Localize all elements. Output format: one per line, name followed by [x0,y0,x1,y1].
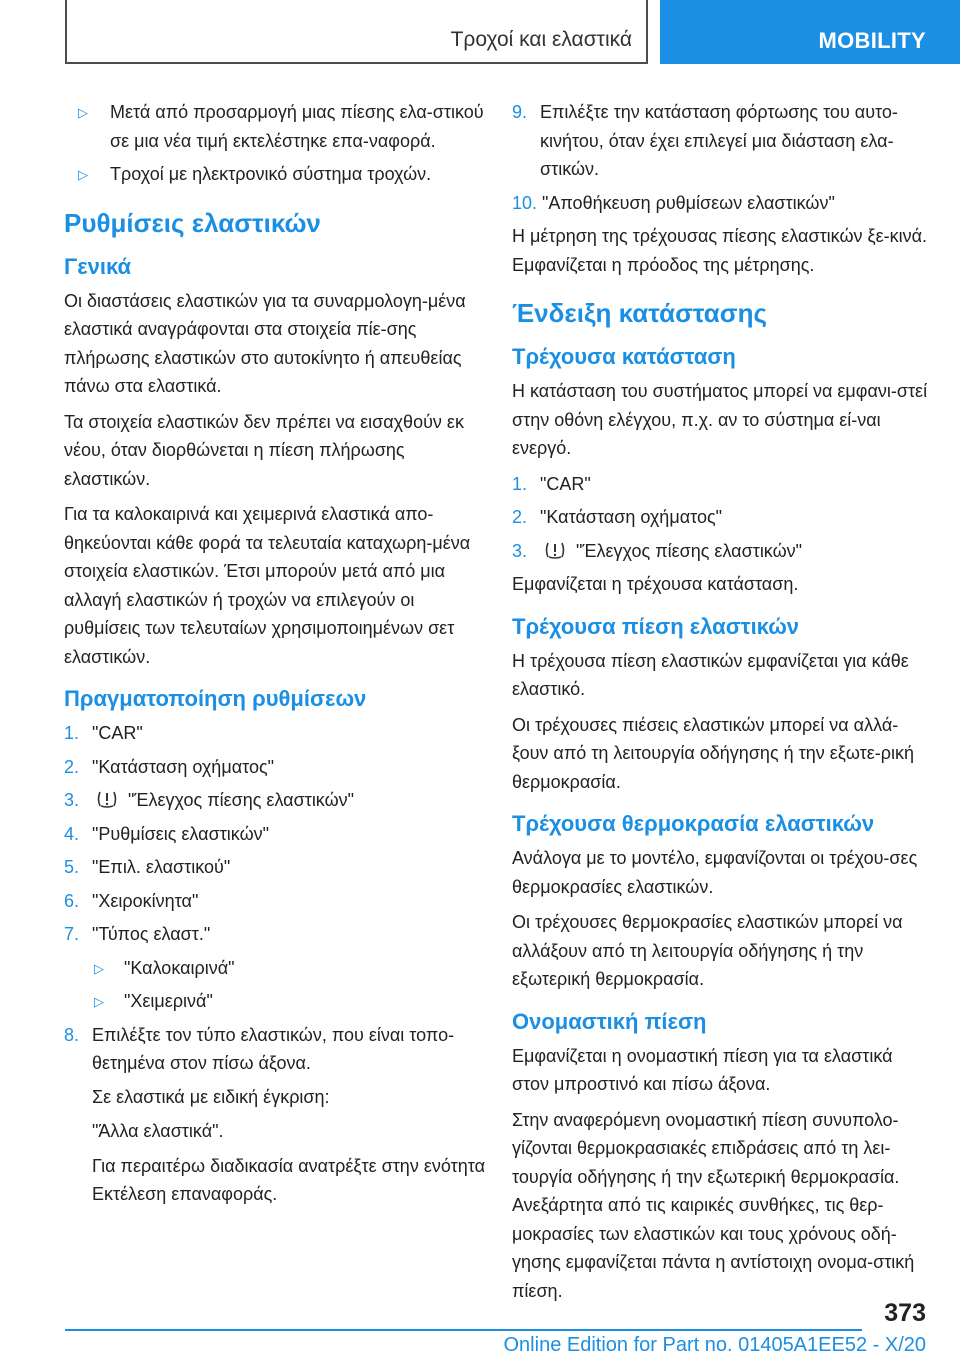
header-chapter-tab [660,0,960,64]
step-item [512,470,932,499]
sub-option-item [64,954,488,983]
paragraph: Οι τρέχουσες θερμοκρασίες ελαστικών μπορεί να αλλάξουν από τη λειτουργία οδήγησης ή την εξωτερική θερμοκρασία. [512,912,903,989]
step-text: "Επιλ. ελαστικού" [92,857,231,877]
paragraph: Τα στοιχεία ελαστικών δεν πρέπει να εισαχθούν εκ νέου, όταν διορθώνεται η πίεση πλήρωσης ελαστικών. [64,411,464,489]
step-item [512,503,932,532]
step-number: 1. [64,723,80,743]
step-text: Επιλέξτε τον τύπο ελαστικών, που είναι τοπο-θετημένα στον πίσω άξονα. [92,1024,455,1073]
list-item [64,160,488,189]
step-item [64,719,488,748]
step-number: 2. [64,756,80,777]
step-item [512,98,932,184]
step-text: "Τύπος ελαστ." [92,924,211,944]
step-continuation: Σε ελαστικά με ειδική έγκριση: [92,1086,330,1107]
sub-option-item [64,987,488,1016]
heading-general: Γενικά [64,253,132,279]
step-item [64,820,488,849]
step-text: "Κατάσταση οχήματος" [540,507,723,527]
right-column [512,98,932,1312]
step-number: 3. [512,540,528,561]
section-title: Τροχοί και ελαστικά [450,28,632,51]
step-text: "Χειροκίνητα" [92,890,199,911]
step-number: 10. [512,192,538,213]
list-item-text: Μετά από προσαρμογή μιας πίεσης ελα-στικού σε μια νέα τιμή εκτελέστηκε επα-ναφορά. [110,102,484,151]
list-item [64,98,488,155]
heading-tire-settings: Ρυθμίσεις ελαστικών [64,207,321,238]
triangle-bullet-icon: ▷ [94,960,104,976]
list-item-text: Τροχοί με ηλεκτρονικό σύστημα τροχών. [110,164,432,184]
heading-perform-settings: Πραγματοποίηση ρυθμίσεων [64,686,367,711]
triangle-bullet-icon: ▷ [78,167,88,182]
triangle-bullet-icon: ▷ [78,105,88,120]
paragraph: Η τρέχουσα πίεση ελαστικών εμφανίζεται για κάθε ελαστικό. [512,650,909,699]
left-column [64,98,488,1215]
step-text: "CAR" [92,723,143,743]
step-item [64,920,488,949]
sub-option-text: "Καλοκαιρινά" [124,957,235,978]
paragraph: Η μέτρηση της τρέχουσας πίεσης ελαστικών ξε-κινά. Εμφανίζεται η πρόοδος της μέτρησης. [512,226,927,275]
step-text: "Έλεγχος πίεσης ελαστικών" [128,790,355,810]
heading-current-temperature: Τρέχουσα θερμοκρασία ελαστικών [512,811,875,836]
step-number: 9. [512,102,528,122]
step-item [64,753,488,782]
tire-pressure-warning-icon [544,540,566,560]
paragraph: Εμφανίζεται η ονομαστική πίεση για τα ελαστικά στον μπροστινό και πίσω άξονα. [512,1045,893,1094]
step-item [64,786,488,815]
step-continuation: Για περαιτέρω διαδικασία ανατρέξτε στην ενότητα Εκτέλεση επαναφοράς. [92,1155,485,1204]
step-text: "Ρυθμίσεις ελαστικών" [92,823,270,844]
paragraph: Οι διαστάσεις ελαστικών για τα συναρμολογη-μένα ελαστικά αναγράφονται στα στοιχεία πίε-σης πλήρωσης ελαστικών στο αυτοκίνητο ή απευθείας πάνω στα ελαστικά. [64,290,466,396]
step-text: "Αποθήκευση ρυθμίσεων ελαστικών" [542,192,835,213]
paragraph: Ανάλογα με το μοντέλο, εμφανίζονται οι τρέχου-σες θερμοκρασίες ελαστικών. [512,848,918,897]
page-number: 373 [884,1299,926,1327]
step-number: 1. [512,473,528,494]
step-number: 7. [64,924,80,944]
header-section-title [65,0,648,64]
step-item [512,537,932,566]
step-number: 2. [512,507,528,527]
step-number: 6. [64,890,80,911]
heading-current-state: Τρέχουσα κατάσταση [512,344,736,369]
step-text: Επιλέξτε την κατάσταση φόρτωσης του αυτο-κινήτου, όταν έχει επιλεγεί μια διάσταση ελα-στικών. [540,102,898,179]
step-item [64,1021,488,1078]
paragraph: Η κατάσταση του συστήματος μπορεί να εμφανι-στεί στην οθόνη ελέγχου, π.χ. αν το σύστημα εί-ναι ενεργό. [512,381,928,458]
heading-current-pressure: Τρέχουσα πίεση ελαστικών [512,613,800,639]
step-item [512,189,932,218]
step-continuation: "Άλλα ελαστικά". [92,1121,224,1141]
chapter-title: MOBILITY [818,28,926,53]
paragraph: Για τα καλοκαιρινά και χειμερινά ελαστικά απο-θηκεύονται κάθε φορά τα τελευταία καταχωρη-μένα στοιχεία ελαστικών. Έτσι μπορούν μετά από μια αλλαγή ελαστικών ή τροχών να επιλεγούν οι ρυθμίσεις των τελευταίων χρησιμοποιημένων σετ ελαστικών. [64,504,471,667]
triangle-bullet-icon: ▷ [94,994,104,1009]
step-number: 4. [64,823,80,844]
footer-edition-text: Online Edition for Part no. 01405A1EE52 - X/20 [503,1334,926,1356]
step-number: 8. [64,1024,80,1045]
step-text: "Κατάσταση οχήματος" [92,756,275,777]
step-item [64,887,488,916]
paragraph: Στην αναφερόμενη ονομαστική πίεση συνυπολο-γίζονται θερμοκρασιακές επιδράσεις από τη λει-τουργία οδήγησης ή την εξωτερική θερμοκρασία. Ανεξάρτητα από τις καιρικές συνθήκες, τις θερ-μοκρασίες των ελαστικών και τους χρόνους οδή-γησης εμφανίζεται πάντα η αντίστοιχη ονομα-στική πίεση. [512,1109,915,1301]
step-text: "CAR" [540,473,591,494]
heading-nominal-pressure: Ονομαστική πίεση [512,1008,707,1034]
step-number: 5. [64,857,80,877]
paragraph: Οι τρέχουσες πιέσεις ελαστικών μπορεί να αλλά-ξουν από τη λειτουργία οδήγησης ή την εξωτε-ρική θερμοκρασία. [512,714,915,792]
sub-option-text: "Χειμερινά" [124,991,213,1011]
tire-pressure-warning-icon [96,789,118,809]
paragraph: Εμφανίζεται η τρέχουσα κατάσταση. [512,574,799,594]
heading-status-display: Ένδειξη κατάστασης [512,298,767,328]
step-text: "Έλεγχος πίεσης ελαστικών" [576,540,803,561]
step-number: 3. [64,790,80,810]
step-item [64,853,488,882]
footer-divider [65,1329,862,1331]
